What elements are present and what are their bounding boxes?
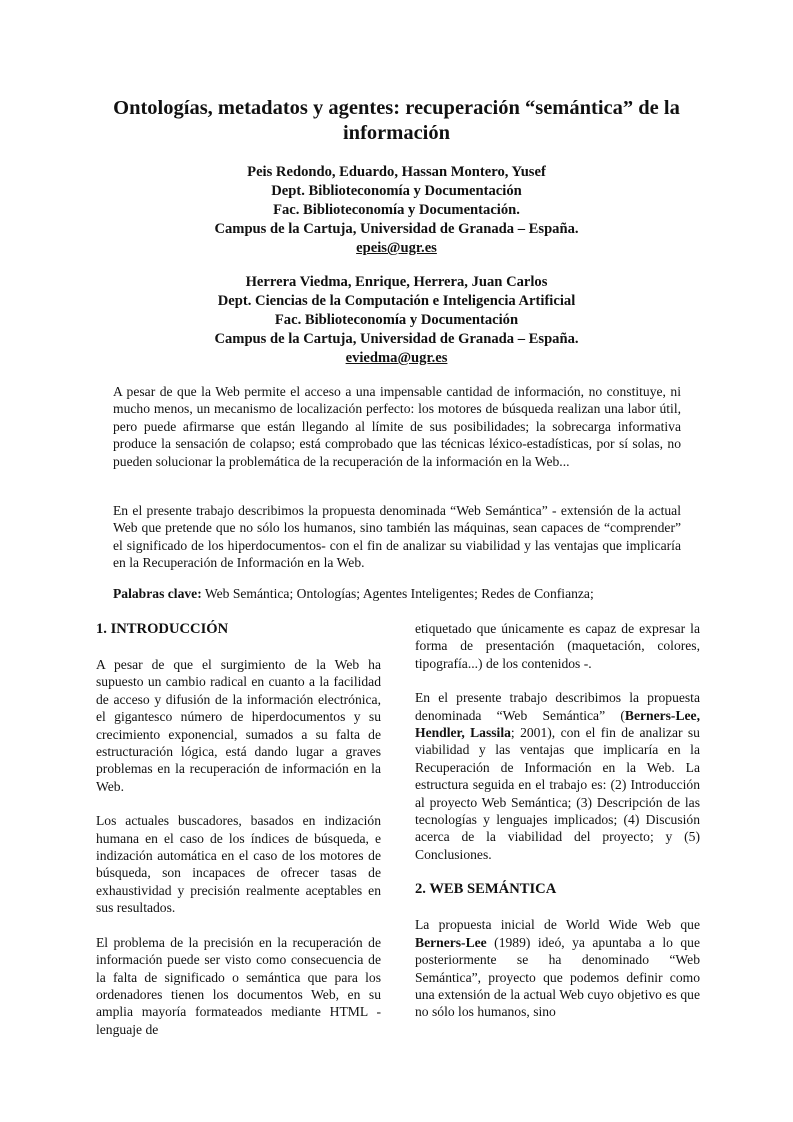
keywords-text: Web Semántica; Ontologías; Agentes Inteligentes; Redes de Confianza; [201,586,594,601]
keywords-line [113,585,681,602]
keywords-label: Palabras clave: [113,586,202,601]
author-department: Dept. Biblioteconomía y Documentación [271,183,522,199]
body-paragraph: etiquetado que únicamente es capaz de expresar la forma de presentación (maquetación, colores, tipografía...) de los contenidos -. [415,621,700,671]
abstract-paragraph-2: En el presente trabajo describimos la propuesta denominada “Web Semántica” - extensión de la actual Web que pretende que no sólo los humanos, sino también las máquinas, sean capaces de “comprender” el significado de los hiperdocumentos- con el fin de analizar su viabilidad y las ventajas que implicaría en la Recuperación de Información en la Web. [113,503,681,571]
author-campus: Campus de la Cartuja, Universidad de Granada – España. [214,331,579,347]
author-names: Herrera Viedma, Enrique, Herrera, Juan Carlos [245,274,548,290]
right-column [415,620,700,1038]
citation: Berners-Lee, Hendler, Lassila [415,707,700,741]
section-heading-introduccion: 1. INTRODUCCIÓN [96,621,229,637]
author-campus: Campus de la Cartuja, Universidad de Granada – España. [214,221,579,237]
body-paragraph: El problema de la precisión en la recuperación de información puede ser visto como consecuencia de la falta de significado o semántica que para los ordenadores tienen los documentos Web, en su amplia mayoría formateados mediante HTML - lenguaje de [96,934,381,1037]
author-names: Peis Redondo, Eduardo, Hassan Montero, Yusef [247,164,546,180]
abstract-paragraph-1: A pesar de que la Web permite el acceso a una impensable cantidad de información, no constituye, ni mucho menos, un mecanismo de localización perfecto: los motores de búsqueda realizan una labor útil, pero puede afirmarse que están llegando al límite de sus posibilidades; la sobrecarga informativa produce la sensación de colapso; está comprobado que las técnicas léxico-estadísticas, por sí solas, no pueden solucionar la problemática de la recuperación de la información en la Web... [113,384,681,469]
author-block-2 [80,273,713,368]
author-faculty: Fac. Biblioteconomía y Documentación [274,312,519,328]
left-column [96,620,381,1055]
citation: Berners-Lee [415,934,487,950]
body-paragraph: En el presente trabajo describimos la propuesta denominada “Web Semántica” (Berners-Lee, Hendler, Lassila; 2001), con el fin de analizar su viabilidad y las ventajas que implicaría en la Recuperación de Información en la Web. La estructura seguida en el trabajo es: (2) Introducción al proyecto Web Semántica; (3) Descripción de las tecnologías y lenguajes implicados; (4) Discusión acerca de la viabilidad del proyecto; y (5) Conclusiones. [415,690,700,862]
author-block-1 [80,163,713,258]
author-department: Dept. Ciencias de la Computación e Inteligencia Artificial [217,293,576,309]
body-paragraph: A pesar de que el surgimiento de la Web ha supuesto un cambio radical en cuanto a la facilidad de acceso y difusión de la información electrónica, el gigantesco número de hiperdocumentos y su crecimiento exponencial, sumados a su falta de estructuración lógica, está dando lugar a graves problemas en la recuperación de información en la Web. [96,657,381,794]
author-email-link[interactable]: epeis@ugr.es [356,240,437,256]
author-faculty: Fac. Biblioteconomía y Documentación. [273,202,520,218]
paper-title: Ontologías, metadatos y agentes: recuperación “semántica” de la información [113,97,680,144]
body-paragraph: Los actuales buscadores, basados en indización humana en el caso de los índices de búsqueda, e indización automática en el caso de los motores de búsqueda, son incapaces de ofrecer tasas de exhaustividad y precisión realmente aceptables en sus resultados. [96,813,381,916]
section-heading-web-semantica: 2. WEB SEMÁNTICA [415,881,557,898]
body-paragraph: La propuesta inicial de World Wide Web que Berners-Lee (1989) ideó, ya apuntaba a lo que posteriormente se ha denominado “Web Semántica”, proyecto que podemos definir como una extensión de la actual Web cuyo objetivo es que no sólo los humanos, sino [415,917,700,1020]
author-email-link[interactable]: eviedma@ugr.es [345,350,448,366]
